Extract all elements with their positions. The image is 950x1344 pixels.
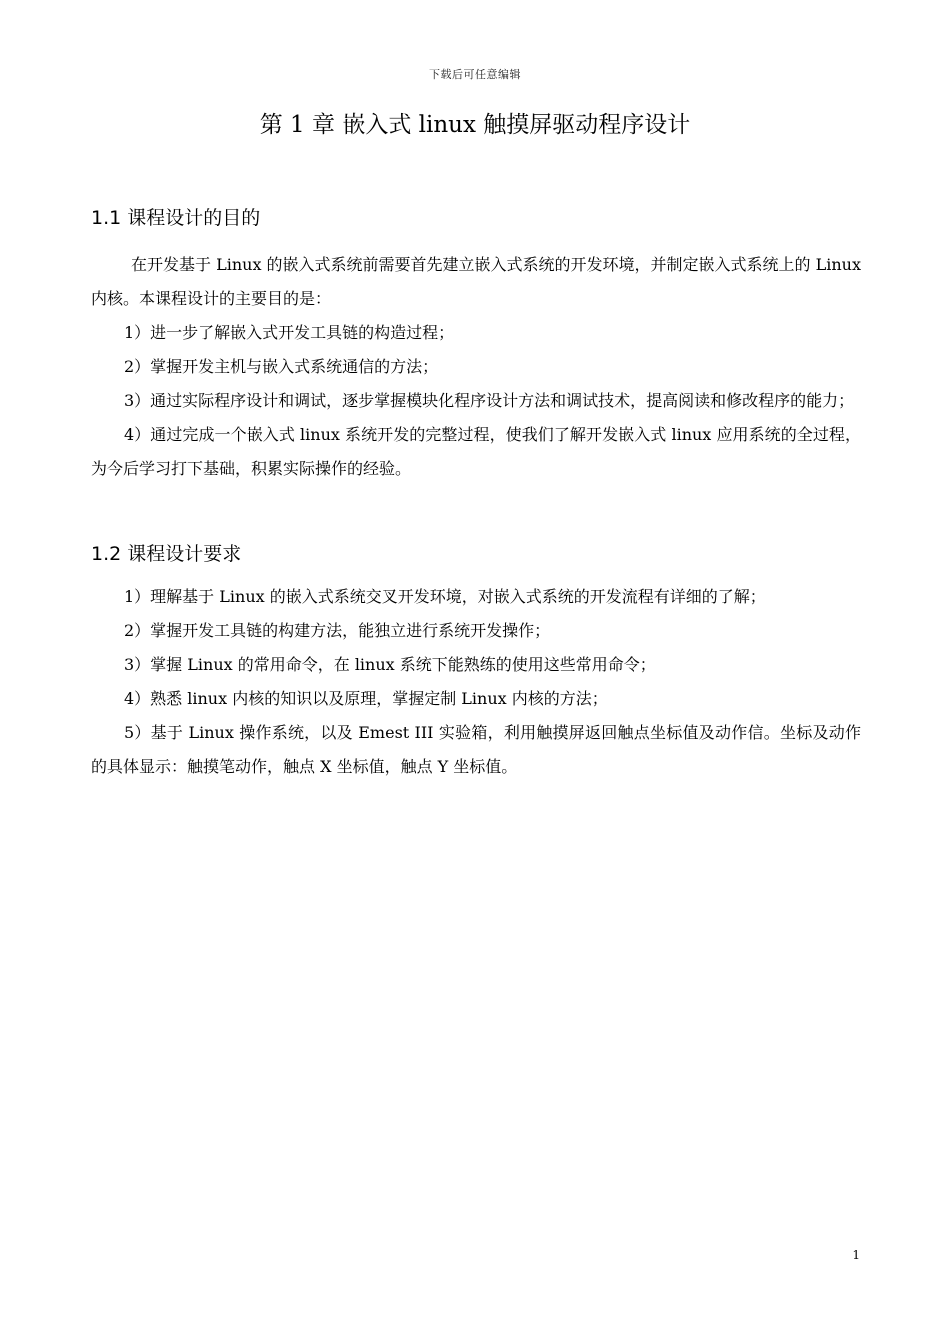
chapter-title: 第 1 章 嵌入式 linux 触摸屏驱动程序设计 [259, 112, 691, 138]
section-1-2-item: 3）掌握 Linux 的常用命令，在 linux 系统下能熟练的使用这些常用命令； [124, 655, 656, 674]
section-1-2-item: 5）基于 Linux 操作系统，以及 Emest III 实验箱，利用触摸屏返回触点坐标值及动作信。坐标及动作的具体显示：触摸笔动作，触点 X 坐标值，触点 Y 坐标值。 [91, 723, 861, 776]
section-1-2-item: 4）熟悉 linux 内核的知识以及原理，掌握定制 Linux 内核的方法； [124, 689, 608, 708]
section-heading-1-1: 1.1 课程设计的目的 [91, 207, 261, 229]
section-1-2-item: 1）理解基于 Linux 的嵌入式系统交叉开发环境，对嵌入式系统的开发流程有详细的了解； [124, 587, 766, 606]
section-1-1-item: 3）通过实际程序设计和调试，逐步掌握模块化程序设计方法和调试技术，提高阅读和修改程序的能力； [124, 391, 855, 410]
section-1-1-intro: 在开发基于 Linux 的嵌入式系统前需要首先建立嵌入式系统的开发环境，并制定嵌入式系统上的 Linux 内核。本课程设计的主要目的是： [91, 255, 862, 308]
section-1-1-body [91, 248, 861, 486]
section-1-1-item: 2）掌握开发主机与嵌入式系统通信的方法； [124, 357, 439, 376]
section-1-1-item: 1）进一步了解嵌入式开发工具链的构造过程； [124, 323, 455, 342]
page-number: 1 [852, 1248, 860, 1262]
section-1-2-item: 2）掌握开发工具链的构建方法，能独立进行系统开发操作； [124, 621, 551, 640]
header-note: 下载后可任意编辑 [429, 68, 521, 81]
section-heading-1-2: 1.2 课程设计要求 [91, 543, 242, 565]
section-1-2-body [91, 580, 861, 784]
section-1-1-item: 4）通过完成一个嵌入式 linux 系统开发的完整过程，使我们了解开发嵌入式 linux 应用系统的全过程，为今后学习打下基础，积累实际操作的经验。 [91, 425, 861, 478]
